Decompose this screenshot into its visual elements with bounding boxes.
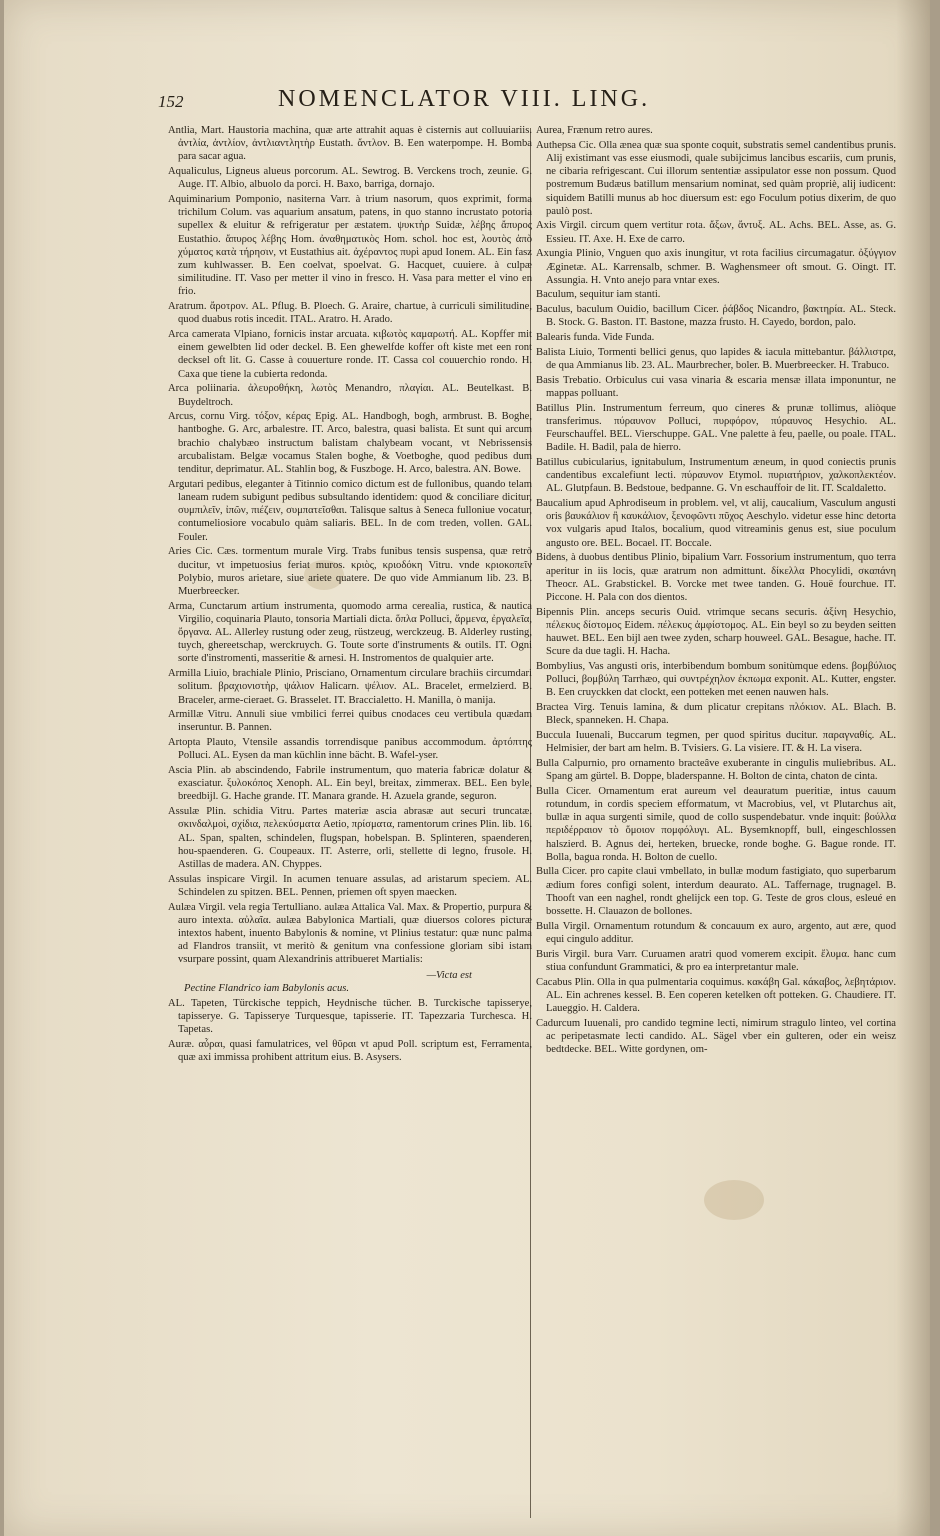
dictionary-entry: Assulas inspicare Virgil. In acumen tenuare assulas, ad aristarum speciem. AL. Schindelen zu spitzen. BEL. Pennen, priemen oft spyen maecken.: [168, 873, 532, 898]
dictionary-entry: Batillus cubicularius, ignitabulum, Instrumentum æneum, in quod coniectis prunis candentibus excalefiunt lecti. πύραυνον Etymol. πυριατήριον, χαλκοπλεκτέον. AL. Glutpfaun. B. Bedstoue, bedpanne. G. Vn eschauffoir de lit. IT. Scaldaletto.: [536, 456, 896, 495]
dictionary-entry: Arma, Cunctarum artium instrumenta, quomodo arma cerealia, rustica, & nautica Virgilio, coquinaria Plauto, tonsoria Martiali dicta. ὅπλα Polluci, ἄρμενα, ἐργαλεῖα, ὄργανα. AL. Allerley rustung oder zeug, rüstzeug, werckzeug. B. Alderley rusting, tuych, ghereetschap, werckruych. G. Toute sorte d'instruments & outils. IT. Ogni sorte d'instromenti, masseritie & arnesi. H. Instromentos de qualquier arte.: [168, 600, 532, 665]
dictionary-entry: Balista Liuio, Tormenti bellici genus, quo lapides & iacula mittebantur. βάλλιστρα, de qua Ammianus lib. 23. AL. Maurbrecher, boler. B. Muerbreecker. H. Trabuco.: [536, 346, 896, 371]
page-number: 152: [158, 92, 184, 111]
dictionary-entry: Baculus, baculum Ouidio, bacillum Cicer. ῥάβδος Nicandro, βακτηρία. AL. Steck. B. Stock. G. Baston. IT. Bastone, mazza frusto. H. Cayedo, bordon, palo.: [536, 304, 896, 329]
dictionary-entry: Bractea Virg. Tenuis lamina, & dum plicatur crepitans πλόκιον. AL. Blach. B. Bleck, spanneken. H. Chapa.: [536, 702, 896, 727]
dictionary-entry: Arcus, cornu Virg. τόξον, κέρας Epig. AL. Handbogh, bogh, armbrust. B. Boghe, hantboghe. G. Arc, arbalestre. IT. Arco, balestra, quasi balista. Et sunt qui arcum brachio chalybæo instructum balistam chalybeam vocant, vt Nebrissensis arcubalistam. Belgæ vocamus Stalen boghe, & Voetboghe, quod pedibus dum tenditur, deprimatur. AL. Stahlin bog, & Fuszboge. H. Arco, balestra. AN. Bowe.: [168, 411, 532, 476]
dictionary-entry: Artopta Plauto, Vtensile assandis torrendisque panibus accommodum. ἀρτόπτης Polluci. AL. Eysen da man küchlin inne bächt. B. Wafel-yser.: [168, 737, 532, 762]
dictionary-entry: Antlia, Mart. Haustoria machina, quæ arte attrahit aquas è cisternis aut colluuiariis. ἀντλία, ἀντλίον, ἀντλιαντλητὴρ Eustath. ἄντλον. B. Een waterpompe. H. Bomba para sacar agua.: [168, 125, 532, 163]
dictionary-entry: Cadurcum Iuuenali, pro candido tegmine lecti, nimirum stragulo linteo, vel cortina ac peripetasmate lecti candido. AL. Sägel vber ein gulteren, oder ein weisz bedtdecke. BEL. Witte gordynen, om-: [536, 1017, 896, 1056]
dictionary-entry: Cacabus Plin. Olla in qua pulmentaria coquimus. κακάβη Gal. κάκαβος, λεβητάριον. AL. Ein achrenes kessel. B. Een coperen ketelken oft potteken. G. Chaudiere. IT. Laueggio. H. Caldera.: [536, 976, 896, 1014]
dictionary-entry: Armillæ Vitru. Annuli siue vmbilici ferrei quibus cnodaces ceu vertibula quædam inseruntur. B. Pannen.: [168, 709, 532, 734]
dictionary-entry: Buccula Iuuenali, Buccarum tegmen, per quod spiritus ducitur. παραγναθίς. AL. Helmisier, der bart am helm. B. Tvisiers. G. La visiere. IT. & H. La visera.: [536, 729, 896, 755]
dictionary-entry: Ascia Plin. ab abscindendo, Fabrile instrumentum, quo materia fabricæ dolatur & exasciatur. ξυλοκόπος Xenoph. AL. Ein beyl, breitax, zimmerax. BEL. Een byle, breedbijl. G. Hache grande. IT. Manara grande. H. Azuela grande, seguron.: [168, 765, 532, 803]
dictionary-entry: Bipennis Plin. anceps securis Ouid. vtrimque secans securis. ἀξίνη Hesychio, πέλεκυς δίστομος Eidem. πέλεκυς ἀμφίστομος. AL. Ein beyl so zu beyden seitten hauwet. BEL. Een bijl aen twee zyden, scharp houweel. GAL. Besague, hache. IT. Scure da due tagli. H. Hacha.: [536, 606, 896, 658]
dictionary-entry: Baucalium apud Aphrodiseum in problem. vel, vt alij, caucalium, Vasculum angusti oris βαυκάλιον ἢ καυκάλιον, ξενοφῶντι πῦχος Aeschylo. videtur esse hinc detorta vox vulgaris apud Italos, bocalium, quod vitreaminis genus est, siue poculum angusto ore. BEL. Bocael. IT. Boccale.: [536, 497, 896, 549]
dictionary-entry: Aquiminarium Pomponio, nasiterna Varr. à trium nasorum, quos exprimit, forma trichilum Colum. vas aquarium ansatum, patens, in quo stanno incrustato potoria supellex & eluitur & refrigeratur per æstatem. ψυκτὴρ Suidæ, λέβης ἄπυρος Eustathio. ἄπυρος λέβης Hom. ἀναθηματικὸς Hom. schol. hoc est, λουτὸς ἀπὸ χύματος κατὰ τήρησιν, vt Eustathius ait. ἀχέραντος πυρὶ apud Ionem. AL. Ein fasz zum kuhlwasser. B. Een coelvat, spoelvat. G. Hacquet, cuuiere. à culpæ similitudine. IT. Vaso per metter il vino in fresco. H. Vasa para metter el vino en frio.: [168, 194, 532, 298]
dictionary-entry: Aqualiculus, Ligneus alueus porcorum. AL. Sewtrog. B. Verckens troch, zeunie. G. Auge. IT. Albio, albuolo da porci. H. Baxo, barriga, dornajo.: [168, 166, 532, 191]
dictionary-entry: Bulla Virgil. Ornamentum rotundum & concauum ex auro, argento, aut ære, quod equi cingulo additur.: [536, 920, 896, 945]
dictionary-entry: Aulæa Virgil. vela regia Tertulliano. aulæa Attalica Val. Max. & Propertio, purpura & auro intexta. αὐλαῖα. aulæa Babylonica Martiali, quæ diuersos colores picturæ intextos habent, inuento Babylonis & nomine, vt Plinius testatur: quæ nunc palma ad Flandros transiit, vt meritò & genitum vna confessione gloriam sibi istam vsurpare possint, quam Alexandrinis attribueret Martialis:: [168, 901, 532, 966]
dictionary-entry: Batillus Plin. Instrumentum ferreum, quo cineres & prunæ tollimus, aliòque transferimus. πύραυνον Polluci, πυρφόρον, πύραυνος Hesychio. AL. Feurschauffel. BEL. Vierschuppe. GAL. Vne palette à feu, paelle, ou poale. ITAL. Badile. H. Badil, pala de hierro.: [536, 402, 896, 454]
verse-line: Pectine Flandrico iam Babylonis acus.: [184, 982, 350, 994]
right-column: [536, 124, 896, 1519]
dictionary-entry: Bidens, à duobus dentibus Plinio, bipalium Varr. Fossorium instrumentum, quo terra aperitur in iis locis, quæ aratrum non admittunt. δίκελλα Phocylidi, σκαπάνη Theocr. AL. Grabstickel. B. Vorcke met twee tanden. G. Houë fourchue. IT. Piccone. H. Pala con dos dientos.: [536, 552, 896, 603]
dictionary-entry: Baculum, sequitur iam stanti.: [536, 289, 661, 301]
dictionary-entry: Bulla Calpurnio, pro ornamento bracteâve exuberante in cingulis muliebribus. AL. Spang am gürtel. B. Doppe, bladerspanne. H. Bolton de cinta, chaton de cinta.: [536, 757, 896, 783]
dictionary-entry: Basis Trebatio. Orbiculus cui vasa vinaria & escaria mensæ illata imponuntur, ne mappas polluant.: [536, 374, 896, 399]
dictionary-entry: Authepsa Cic. Olla ænea quæ sua sponte coquit, substratis semel candentibus prunis. Alij existimant vas esse eiusmodi, quale subijcimus lancibus escariis, cum prunis, ne cibaria refrigescant. Cui illorum sententiæ assipulator esse non possum. Quod postremum Budæus batillum mensarium nominat, sed quàm propriè, alij iudicent: siquidem Batilli munus ab hoc diuersum est: ego Foculum potius dixerim, de quo paulò post.: [536, 139, 896, 217]
dictionary-entry: AL. Tapeten, Türckische teppich, Heydnische tücher. B. Turckische tapisserye, tapisserye. G. Tapisserye Turquesque, tapisserie. IT. Tapezzaria Turchesca. H. Tapetas.: [168, 998, 532, 1036]
dictionary-entry: Bulla Cicer. Ornamentum erat aureum vel deauratum pueritiæ, intus cauum rotundum, in cordis speciem efformatum, vt Macrobius, vel, vt Plutarchus ait, bullæ in aqua surgenti simile, quod de collo suspendebatur. vnde inquit: βούλλα περιδέρραιον τὸ ὅμοιον πομφόλυγι. AL. Bysemknopff, bull, eingeschlossen halszierd. B. Agnus dei, herteken, brueckе, ronde boghe. G. Bague ronde. IT. Bolla, bagua ronda. H. Bolton de cuello.: [536, 785, 896, 863]
dictionary-entry: Assulæ Plin. schidia Vitru. Partes materiæ ascia abrasæ aut securi truncatæ. σκινδαλμοὶ, σχίδια, πελεκύσματα Aetio, πρίσματα, ramentorum crines Plin. lib. 16. AL. Span, spalten, schindelen, flugspan, hobelspan. B. Splinteren, spaenderen, hou-spaenderen. G. Coupeaux. IT. Asterre, orli, stellette di legno, frusole. H. Astillas de madera. AN. Chyppes.: [168, 806, 532, 870]
dictionary-entry: Auræ. αὖραι, quasi famulatrices, vel θῦραι vt apud Poll. scriptum est, Ferramenta, quæ axi immissa prohibent attritum eius. B. Asysers.: [168, 1039, 532, 1064]
dictionary-entry: Armilla Liuio, brachiale Plinio, Prisciano, Ornamentum circulare brachiis circumdari solitum. βραχιονιστὴρ, ψάλιον Halicarn. ψέλιον. AL. Bracelet, ermelzierd. B. Braceler, arme-cieraet. G. Brasselet. IT. Braccialetto. H. Manilla, ò manija.: [168, 668, 532, 706]
binding-gutter-shadow: [896, 0, 930, 1536]
dictionary-entry: Arca camerata Vlpiano, fornicis instar arcuata. κιβωτὸς καμαρωτή. AL. Kopffer mit einem gewelbten lid oder deckel. B. Een ghewelfde koffer oft kiste met een ront decksel oft lit. G. Casse à couuerture ronde. IT. Cassa col couuerchio rondo. H. Caxa que tiene la cubierta redonda.: [168, 329, 532, 380]
dictionary-entry: Buris Virgil. bura Varr. Curuamen aratri quod vomerem excipit. ἔλυμα. hanc cum stiua confundunt Grammatici, & pro ea interpretantur male.: [536, 948, 896, 973]
page-header: [158, 86, 718, 120]
dictionary-entry: Balearis funda. Vide Funda.: [536, 332, 655, 344]
dictionary-entry: Axungia Plinio, Vnguen quo axis inungitur, vt rota facilius circumagatur. ὀξύγγιον Æginetæ. AL. Karrensalb, schmer. B. Waghensmeer oft smout. G. Oingt. IT. Assungia. H. Vnto anejo para vntar exes.: [536, 248, 896, 286]
left-column: [168, 124, 532, 1519]
dictionary-entry: Aratrum. ἄροτρον. AL. Pflug. B. Ploech. G. Araire, chartue, à curriculi similitudine, quod duabus rotis incedit. ITAL. Aratro. H. Arado.: [168, 301, 532, 326]
dictionary-entry: Aurea, Frænum retro aures.: [536, 125, 653, 136]
running-title: NOMENCLATOR VIII. LING.: [278, 86, 651, 112]
verse-tail: —Victa est: [426, 969, 472, 981]
dictionary-entry: Aries Cic. Cæs. tormentum murale Virg. Trabs funibus tensis suspensa, quæ retrò ducitur, vt impetuosius feriat muros. κριὸς, κριοδόκη Vitru. vnde κριοκοπεῖν Polybio, muros arietare, siue ariete quatere. De quo vide Ammianum lib. 23. B. Muerbreecker.: [168, 546, 532, 597]
dictionary-entry: Arca poliinaria. ἀλευροθήκη, λωτὸς Menandro, πλαγίαι. AL. Beutelkast. B. Buydeltroch.: [168, 383, 532, 408]
dictionary-entry: Axis Virgil. circum quem vertitur rota. ἄξων, ἄντυξ. AL. Achs. BEL. Asse, as. G. Essieu. IT. Axe. H. Exe de carro.: [536, 220, 896, 245]
dictionary-entry: Bombylius, Vas angusti oris, interbibendum bombum sonitùmque edens. βομβύλιος Polluci, βομβύλη Tarrhæo, qui συντρέχηλον ἐκπωμα exponit. AL. Kutter, engster. B. Een cruyckken dat clockt, een potteken met eenen nauwen hals.: [536, 660, 896, 699]
dictionary-entry: Argutari pedibus, eleganter à Titinnio comico dictum est de fullonibus, quando telam laneam rudem subigunt pedibus subsultando identidem: quod & conciliare dicitur, συμπιλεῖν, ἰπῶν, πιέζειν, συμπατεῖσθαι. Talisque saltus à Seneca fulloniue vocatur, contumeliosiore vocabulo quàm saliaris. BEL. In de com treden, vollen. GAL. Fouler.: [168, 478, 532, 543]
dictionary-entry: Bulla Cicer. pro capite claui vmbellato, in bullæ modum fastigiato, quo superbarum ædium fores configi solent, interdum deaurato. AL. Taffernage, trugnagel. B. Thooft van een naghel, rondt ghelijck een top. G. Teste de gros clous, esleué en bossette. H. Clauazon de bollones.: [536, 866, 896, 918]
quoted-verse: [168, 969, 532, 995]
